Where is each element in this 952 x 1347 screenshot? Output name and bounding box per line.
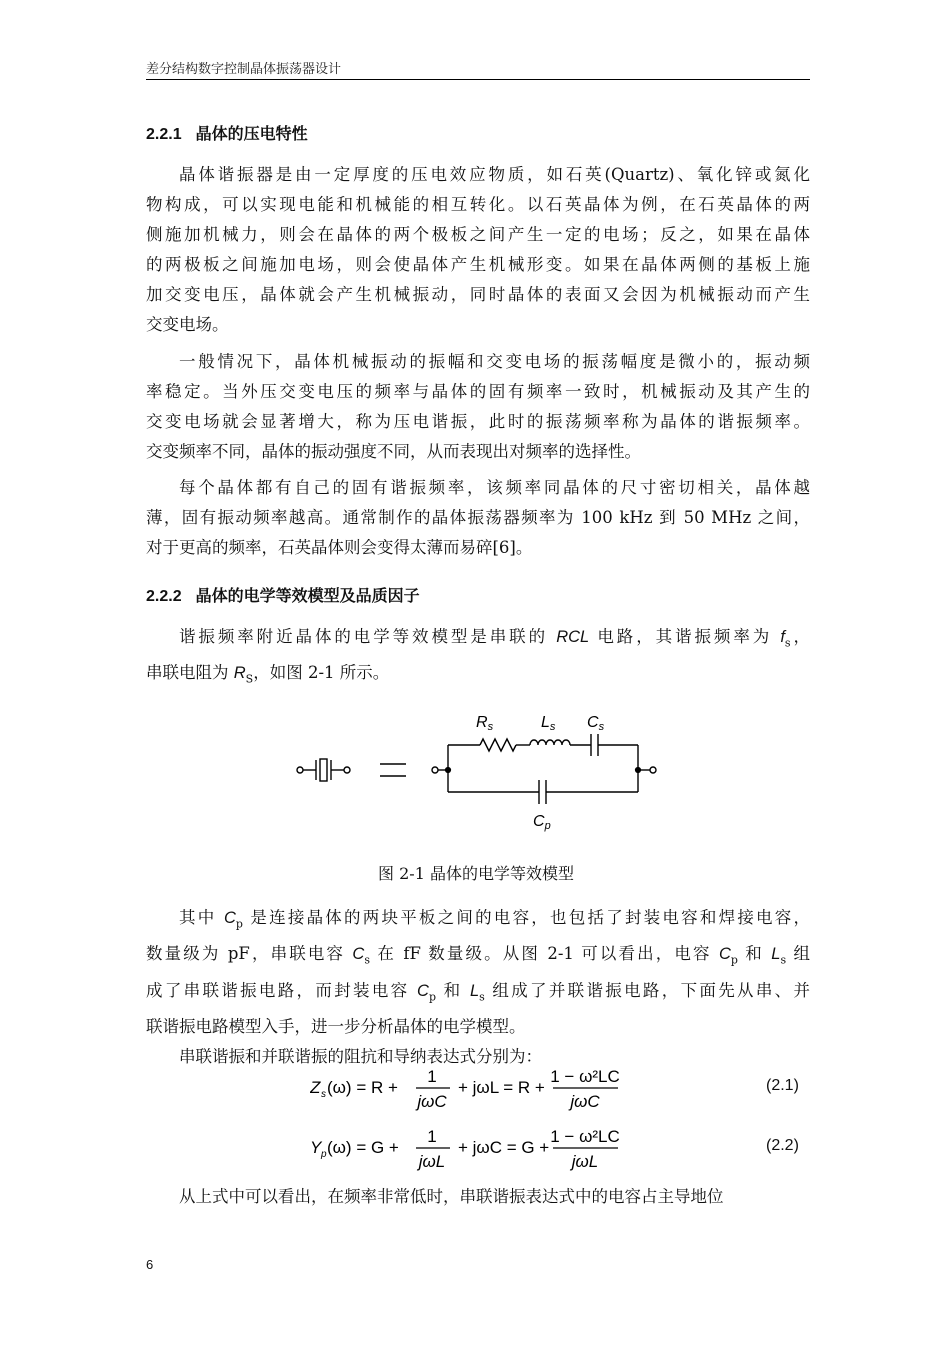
equation-2-2 bbox=[310, 1120, 650, 1183]
text-line: 交变电场。 bbox=[146, 315, 229, 334]
math-symbol: R bbox=[233, 664, 246, 683]
section-number: 2.2.1 bbox=[146, 126, 182, 143]
terminal-icon bbox=[650, 767, 656, 773]
figure-caption: 图 2-1 晶体的电学等效模型 bbox=[378, 864, 574, 883]
math-symbol: RCL bbox=[556, 628, 590, 646]
label-ls: Ls bbox=[541, 714, 556, 733]
math-subscript: s bbox=[784, 636, 791, 650]
crystal-equivalent-circuit-figure bbox=[280, 700, 680, 840]
text-line: 数量级为 pF，串联电容 $C_s$ 在 fF 数量级。从图 2-1 可以看出，电容 $C_p$ 和 $L_s$ 组 bbox=[146, 944, 810, 967]
svg-text:1: 1 bbox=[427, 1067, 437, 1086]
section-heading-2-2-1 bbox=[146, 121, 308, 144]
crystal-icon bbox=[320, 759, 327, 781]
paragraph-1 bbox=[146, 160, 810, 340]
label-rs: Rs bbox=[476, 714, 494, 733]
inductor-icon bbox=[530, 740, 570, 745]
text-line: 加交变电压，晶体就会产生机械振动，同时晶体的表面又会因为机械振动而产生 bbox=[146, 285, 810, 304]
svg-text:1: 1 bbox=[427, 1127, 437, 1146]
equation-2-2-svg bbox=[310, 1120, 650, 1178]
paragraph-2 bbox=[146, 347, 810, 467]
paragraph-3 bbox=[146, 473, 810, 563]
text-run: 串联电阻为 bbox=[146, 663, 234, 683]
svg-text:+ jωC = G +: + jωC = G + bbox=[458, 1138, 550, 1157]
text-line: 每个晶体都有自己的固有谐振频率，该频率同晶体的尺寸密切相关，晶体越 bbox=[179, 478, 810, 497]
text-line: 交变频率不同，晶体的振动强度不同，从而表现出对频率的选择性。 bbox=[146, 442, 641, 461]
text-line: 率稳定。当外压交变电压的频率与晶体的固有频率一致时，机械振动及其产生的 bbox=[146, 382, 810, 401]
text-line: 晶体谐振器是由一定厚度的压电效应物质，如石英(Quartz)、氧化锌或氮化 bbox=[179, 165, 810, 184]
label-cs: Cs bbox=[587, 714, 605, 733]
label-cp: Cp bbox=[533, 813, 551, 832]
svg-text:Z: Z bbox=[310, 1078, 321, 1097]
svg-text:1 − ω²LC: 1 − ω²LC bbox=[550, 1127, 620, 1146]
equation-2-1 bbox=[310, 1060, 650, 1123]
svg-text:(ω) = G +: (ω) = G + bbox=[327, 1138, 399, 1157]
paragraph-7 bbox=[146, 1182, 810, 1212]
text-run: ， bbox=[790, 627, 810, 646]
text-line: 薄，固有振动频率越高。通常制作的晶体振荡器频率为 100 kHz 到 50 MHz 之间， bbox=[146, 508, 810, 527]
paragraph-5 bbox=[146, 903, 810, 1072]
text-line bbox=[146, 622, 810, 658]
text-line: 交变电场就会显著增大，称为压电谐振，此时的振荡频率称为晶体的谐振频率。 bbox=[146, 412, 810, 431]
text-run: 电路，其谐振频率为 bbox=[589, 627, 781, 646]
svg-text:jωC: jωC bbox=[417, 1092, 447, 1111]
text-line: 成了串联谐振电路，而封装电容 $C_p$ 和 $L_s$ 组成了并联谐振电路，下面先从串、并 bbox=[146, 980, 810, 1003]
text-line: 联谐振电路模型入手，进一步分析晶体的电学模型。 bbox=[146, 1016, 526, 1036]
text-line: 侧施加机械力，则会在晶体的两个极板之间产生一定的电场；反之，如果在晶体 bbox=[146, 225, 810, 244]
text-line: 其中 $C_p$ 是连接晶体的两块平板之间的电容，也包括了封装电容和焊接电容， bbox=[179, 908, 810, 931]
svg-text:(ω) = R +: (ω) = R + bbox=[327, 1078, 398, 1097]
paragraph-4 bbox=[146, 622, 810, 695]
text-line: 对于更高的频率，石英晶体则会变得太薄而易碎[6]。 bbox=[146, 538, 533, 557]
header-rule bbox=[146, 79, 810, 80]
svg-text:+ jωL = R +: + jωL = R + bbox=[458, 1078, 545, 1097]
text-run: 谐振频率附近晶体的电学等效模型是串联的 bbox=[179, 627, 557, 646]
section-title: 晶体的电学等效模型及品质因子 bbox=[195, 588, 420, 605]
math-symbol: f bbox=[780, 628, 785, 646]
svg-text:jωL: jωL bbox=[571, 1152, 599, 1171]
svg-text:1 − ω²LC: 1 − ω²LC bbox=[550, 1067, 620, 1086]
math-subscript: S bbox=[245, 672, 254, 686]
page-number: 6 bbox=[146, 1257, 154, 1272]
equation-2-1-svg bbox=[310, 1060, 650, 1118]
terminal-icon bbox=[432, 767, 438, 773]
running-header: 差分结构数字控制晶体振荡器设计 bbox=[146, 62, 342, 77]
svg-text:Y: Y bbox=[310, 1138, 322, 1157]
section-number: 2.2.2 bbox=[146, 588, 182, 605]
svg-text:jωL: jωL bbox=[418, 1152, 446, 1171]
text-line: 物构成，可以实现电能和机械能的相互转化。以石英晶体为例，在石英晶体的两 bbox=[146, 195, 810, 214]
section-title: 晶体的压电特性 bbox=[195, 126, 308, 143]
text-line bbox=[146, 658, 810, 694]
svg-text:jωC: jωC bbox=[570, 1092, 600, 1111]
text-line: 从上式中可以看出，在频率非常低时，串联谐振表达式中的电容占主导地位 bbox=[179, 1187, 724, 1206]
section-heading-2-2-2 bbox=[146, 583, 420, 606]
svg-text:s: s bbox=[321, 1089, 326, 1100]
text-line: 串联谐振和并联谐振的阻抗和导纳表达式分别为： bbox=[179, 1046, 542, 1066]
text-line: 一般情况下，晶体机械振动的振幅和交变电场的振荡幅度是微小的，振动频 bbox=[179, 352, 810, 371]
resistor-icon bbox=[480, 739, 516, 751]
equation-number: (2.1) bbox=[766, 1077, 799, 1094]
text-run: ，如图 2-1 所示。 bbox=[253, 663, 390, 683]
text-line: 的两极板之间施加电场，则会使晶体产生机械形变。如果在晶体两侧的基板上施 bbox=[146, 255, 810, 274]
equation-number: (2.2) bbox=[766, 1137, 799, 1154]
terminal-icon bbox=[344, 767, 350, 773]
terminal-icon bbox=[297, 767, 303, 773]
svg-text:p: p bbox=[321, 1149, 327, 1160]
